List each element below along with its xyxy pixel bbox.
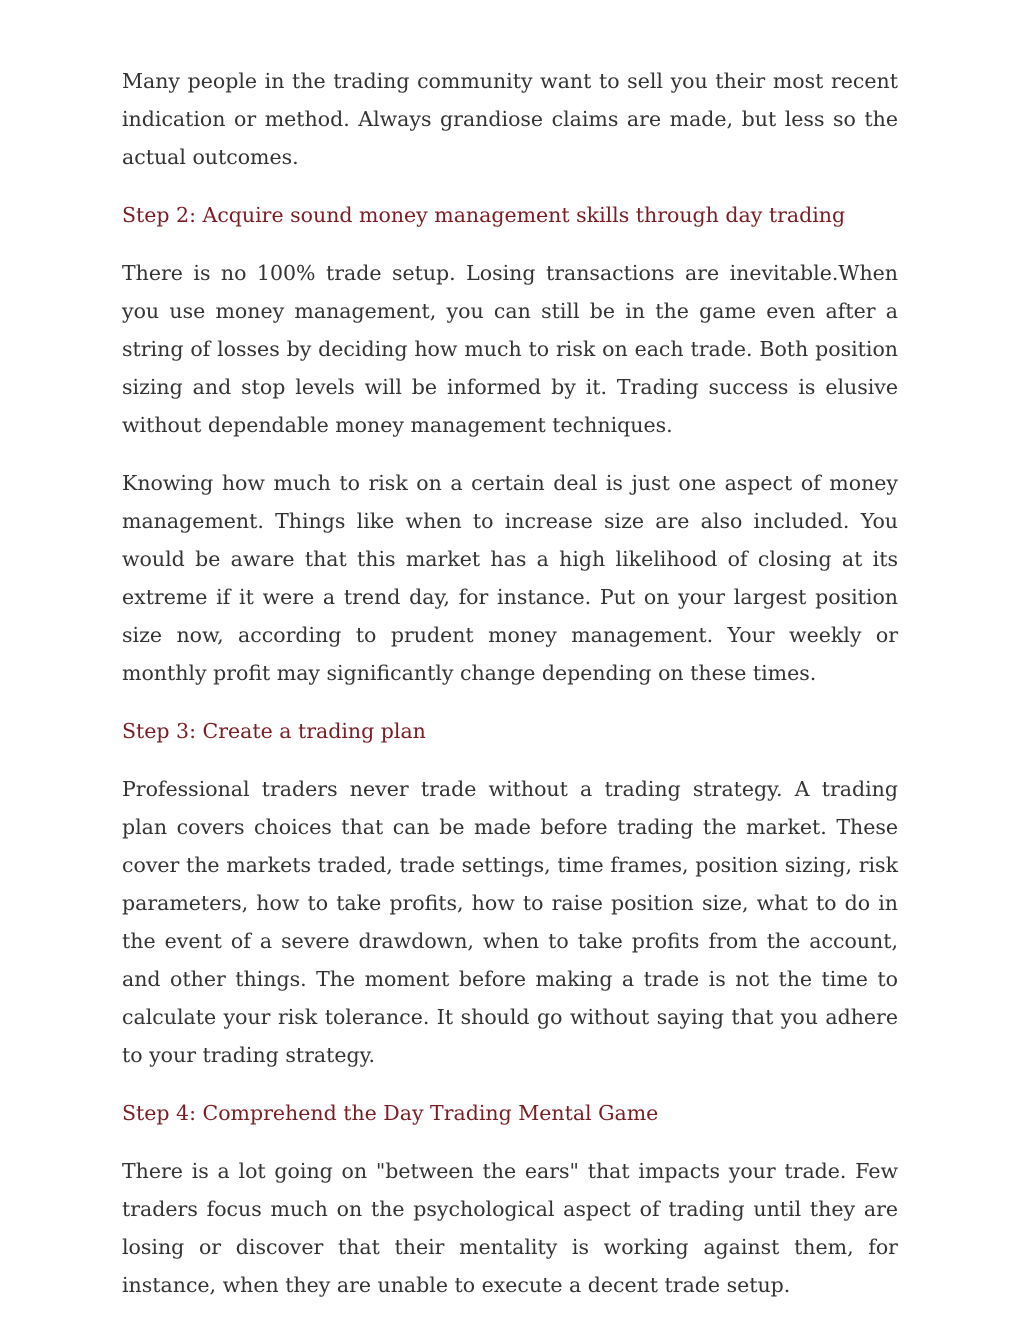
step-4-heading: Step 4: Comprehend the Day Trading Mental Game (122, 1101, 659, 1125)
trading-plan-paragraph: Professional traders never trade without a trading strategy. A trading plan covers choices that can be made before trading the market. These cover the markets traded, trade settings, time frames, position sizing, risk parameters, how to take profits, how to raise position size, what to do in the event of a severe drawdown, when to take profits from the account, and other things. The moment before making a trade is not the time to calculate your risk tolerance. It should go without saying that you adhere to your trading strategy. (122, 777, 898, 1067)
position-size-paragraph: Knowing how much to risk on a certain deal is just one aspect of money management. Things like when to increase size are also included. You would be aware that this market has a high likelihood of closing at its extreme if it were a trend day, for instance. Put on your largest position size now, according to prudent money management. Your weekly or monthly profit may significantly change depending on these times. (122, 471, 898, 685)
mental-game-paragraph: There is a lot going on "between the ears" that impacts your trade. Few traders focus much on the psychological aspect of trading until they are losing or discover that their mentality is working against them, for instance, when they are unable to execute a decent trade setup. (122, 1159, 898, 1297)
intro-paragraph: Many people in the trading community want to sell you their most recent indication or method. Always grandiose claims are made, but less so the actual outcomes. (122, 69, 898, 169)
money-management-paragraph: There is no 100% trade setup. Losing transactions are inevitable.When you use money management, you can still be in the game even after a string of losses by deciding how much to risk on each trade. Both position sizing and stop levels will be informed by it. Trading success is elusive without dependable money management techniques. (122, 261, 898, 437)
step-3-heading: Step 3: Create a trading plan (122, 719, 426, 743)
step-2-heading: Step 2: Acquire sound money management skills through day trading (122, 203, 846, 227)
document-page (122, 62, 898, 1324)
